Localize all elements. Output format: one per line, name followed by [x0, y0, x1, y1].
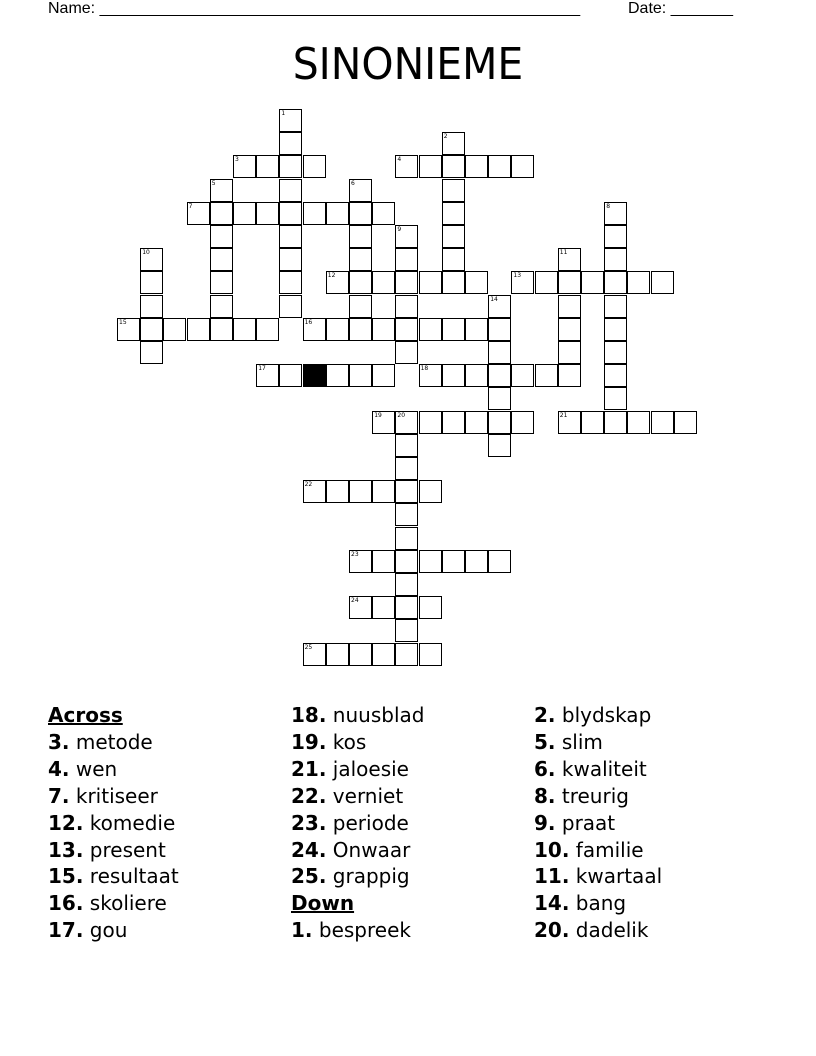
- grid-cell[interactable]: [140, 295, 163, 318]
- grid-cell[interactable]: [442, 225, 465, 248]
- clue-number-label: 21: [559, 411, 568, 419]
- clue-down-5: 5. slim: [534, 729, 603, 754]
- grid-cell[interactable]: [465, 364, 488, 387]
- name-label: Name:: [48, 0, 96, 17]
- clue-number-label: 7: [188, 202, 193, 210]
- grid-cell[interactable]: [279, 155, 302, 178]
- grid-cell[interactable]: [511, 411, 534, 434]
- date-label: Date:: [628, 0, 667, 17]
- clue-number-label: 6: [351, 179, 355, 187]
- grid-cell[interactable]: [442, 364, 465, 387]
- clue-across-18: 18. nuusblad: [291, 703, 425, 727]
- grid-cell[interactable]: [488, 341, 511, 364]
- grid-cell[interactable]: [279, 202, 302, 225]
- grid-cell[interactable]: [488, 364, 511, 387]
- grid-cell[interactable]: [419, 643, 442, 666]
- grid-cell[interactable]: [511, 364, 534, 387]
- clue-number-label: 15: [119, 318, 127, 326]
- grid-cell[interactable]: [674, 411, 697, 434]
- grid-cell[interactable]: [395, 527, 418, 550]
- grid-cell[interactable]: [419, 596, 442, 619]
- grid-cell[interactable]: [187, 318, 210, 341]
- clue-across-23: 23. periode: [291, 810, 409, 835]
- grid-cell[interactable]: [140, 318, 163, 341]
- grid-cell[interactable]: [279, 271, 302, 294]
- clue-across-7: 7. kritiseer: [48, 783, 158, 808]
- grid-cell[interactable]: [395, 573, 418, 596]
- grid-cell[interactable]: [558, 295, 581, 318]
- grid-cell[interactable]: [326, 480, 349, 503]
- clue-column-3: [534, 702, 774, 944]
- grid-cell[interactable]: [442, 248, 465, 271]
- grid-cell[interactable]: [651, 271, 674, 294]
- grid-cell[interactable]: [372, 480, 395, 503]
- grid-cell[interactable]: [465, 155, 488, 178]
- grid-cell[interactable]: [210, 248, 233, 271]
- grid-cell[interactable]: [210, 271, 233, 294]
- grid-cell[interactable]: [372, 364, 395, 387]
- grid-cell[interactable]: [627, 271, 650, 294]
- grid-cell[interactable]: [395, 503, 418, 526]
- grid-cell[interactable]: [604, 295, 627, 318]
- grid-cell[interactable]: [279, 248, 302, 271]
- clue-number-label: 25: [304, 643, 313, 651]
- grid-cell[interactable]: [604, 341, 627, 364]
- grid-cell[interactable]: [604, 225, 627, 248]
- clue-down-9: 9. praat: [534, 810, 616, 835]
- grid-cell[interactable]: [256, 202, 279, 225]
- grid-cell[interactable]: [488, 434, 511, 457]
- grid-cell[interactable]: [326, 643, 349, 666]
- clue-down-11: 11. kwartaal: [534, 864, 663, 889]
- grid-cell[interactable]: [279, 295, 302, 318]
- grid-cell[interactable]: [372, 271, 395, 294]
- clue-down-14: 14. bang: [534, 891, 627, 916]
- grid-cell[interactable]: [604, 411, 627, 434]
- grid-cell[interactable]: [395, 434, 418, 457]
- grid-cell[interactable]: [442, 550, 465, 573]
- black-cell: [303, 364, 326, 387]
- clue-number-label: 5: [211, 179, 216, 187]
- page-title: SINONIEME: [292, 39, 524, 90]
- grid-cell[interactable]: [279, 179, 302, 202]
- clue-across-25: 25. grappig: [291, 864, 410, 889]
- grid-cell[interactable]: [279, 225, 302, 248]
- clue-number-label: 19: [374, 411, 382, 419]
- grid-cell[interactable]: [349, 202, 372, 225]
- clue-down-20: 20. dadelik: [534, 918, 649, 943]
- clue-number-label: 22: [304, 481, 313, 489]
- grid-cell[interactable]: [581, 271, 604, 294]
- grid-cell[interactable]: [349, 295, 372, 318]
- clue-number-label: 18: [420, 365, 429, 373]
- grid-cell[interactable]: [210, 225, 233, 248]
- down-heading: Down: [291, 891, 355, 916]
- name-line[interactable]: ______________________________________________________: [99, 0, 581, 17]
- clue-number-label: 17: [258, 365, 266, 373]
- grid-cell[interactable]: [419, 318, 442, 341]
- clue-number-label: 13: [513, 272, 522, 280]
- grid-cell[interactable]: [465, 271, 488, 294]
- clue-number-label: 24: [351, 597, 359, 605]
- clue-number-label: 23: [351, 550, 359, 558]
- grid-cell[interactable]: [651, 411, 674, 434]
- grid-cell[interactable]: [604, 318, 627, 341]
- grid-cell[interactable]: [372, 550, 395, 573]
- grid-cell[interactable]: [140, 271, 163, 294]
- grid-cell[interactable]: [279, 364, 302, 387]
- grid-cell[interactable]: [395, 619, 418, 642]
- clue-down-1: 1. bespreek: [291, 918, 411, 943]
- clue-down-6: 6. kwaliteit: [534, 756, 647, 781]
- clue-across-22: 22. verniet: [291, 783, 404, 808]
- grid-cell[interactable]: [210, 318, 233, 341]
- clue-across-12: 12. komedie: [48, 810, 176, 835]
- clue-number-label: 10: [142, 249, 150, 257]
- clue-column-2: [291, 702, 531, 944]
- grid-cell[interactable]: [395, 248, 418, 271]
- clue-number-label: 12: [327, 272, 336, 280]
- grid-cell[interactable]: [395, 318, 418, 341]
- grid-cell[interactable]: [326, 364, 349, 387]
- clue-number-label: 16: [304, 318, 313, 326]
- grid-cell[interactable]: [372, 643, 395, 666]
- grid-cell[interactable]: [488, 550, 511, 573]
- grid-cell[interactable]: [604, 387, 627, 410]
- grid-cell[interactable]: [442, 179, 465, 202]
- clue-across-21: 21. jaloesie: [291, 756, 409, 781]
- grid-cell[interactable]: [210, 295, 233, 318]
- clue-number-label: 3: [235, 156, 239, 164]
- grid-cell[interactable]: [558, 318, 581, 341]
- clue-number-label: 14: [490, 295, 498, 303]
- grid-cell[interactable]: [558, 341, 581, 364]
- grid-cell[interactable]: [442, 202, 465, 225]
- clue-down-10: 10. familie: [534, 837, 644, 862]
- grid-cell[interactable]: [326, 202, 349, 225]
- grid-cell[interactable]: [233, 318, 256, 341]
- grid-cell[interactable]: [442, 155, 465, 178]
- clue-column-1: [48, 702, 288, 944]
- grid-cell[interactable]: [465, 550, 488, 573]
- grid-cell[interactable]: [140, 341, 163, 364]
- grid-cell[interactable]: [395, 550, 418, 573]
- grid-cell[interactable]: [442, 411, 465, 434]
- grid-cell[interactable]: [349, 318, 372, 341]
- grid-cell[interactable]: [303, 202, 326, 225]
- clue-number-label: 1: [281, 110, 286, 117]
- grid-cell[interactable]: [395, 271, 418, 294]
- grid-cell[interactable]: [419, 411, 442, 434]
- grid-cell[interactable]: [488, 387, 511, 410]
- grid-cell[interactable]: [627, 411, 650, 434]
- clue-down-8: 8. treurig: [534, 783, 629, 808]
- clue-number-label: 2: [443, 133, 448, 141]
- grid-cell[interactable]: [419, 480, 442, 503]
- clue-across-19: 19. kos: [291, 729, 367, 754]
- clue-across-4: 4. wen: [48, 756, 118, 781]
- grid-cell[interactable]: [604, 248, 627, 271]
- grid-cell[interactable]: [442, 271, 465, 294]
- grid-cell[interactable]: [465, 318, 488, 341]
- grid-cell[interactable]: [442, 318, 465, 341]
- clue-across-15: 15. resultaat: [48, 864, 179, 889]
- date-line[interactable]: _______: [670, 0, 733, 17]
- clue-number-label: 11: [559, 249, 568, 257]
- grid-cell[interactable]: [419, 550, 442, 573]
- grid-cell[interactable]: [395, 295, 418, 318]
- grid-cell[interactable]: [465, 411, 488, 434]
- clue-number-label: 8: [606, 202, 611, 210]
- grid-cell[interactable]: [395, 480, 418, 503]
- grid-cell[interactable]: [372, 202, 395, 225]
- grid-cell[interactable]: [326, 318, 349, 341]
- grid-cell[interactable]: [535, 271, 558, 294]
- grid-cell[interactable]: [233, 202, 256, 225]
- grid-cell[interactable]: [349, 480, 372, 503]
- grid-cell[interactable]: [488, 155, 511, 178]
- clue-number-label: 4: [397, 156, 402, 164]
- clue-number-label: 20: [397, 411, 406, 419]
- clue-across-13: 13. present: [48, 837, 166, 862]
- grid-cell[interactable]: [372, 596, 395, 619]
- grid-cell[interactable]: [488, 318, 511, 341]
- grid-cell[interactable]: [210, 202, 233, 225]
- grid-cell[interactable]: [395, 341, 418, 364]
- grid-cell[interactable]: [349, 643, 372, 666]
- clue-down-2: 2. blydskap: [534, 703, 652, 727]
- grid-cell[interactable]: [163, 318, 186, 341]
- grid-cell[interactable]: [349, 364, 372, 387]
- clue-number-label: 9: [397, 226, 402, 233]
- grid-cell[interactable]: [349, 248, 372, 271]
- grid-cell[interactable]: [558, 271, 581, 294]
- grid-cell[interactable]: [581, 411, 604, 434]
- grid-cell[interactable]: [419, 271, 442, 294]
- clue-across-24: 24. Onwaar: [291, 837, 411, 862]
- grid-cell[interactable]: [604, 364, 627, 387]
- grid-cell[interactable]: [372, 318, 395, 341]
- clue-across-17: 17. gou: [48, 918, 128, 943]
- grid-cell[interactable]: [488, 411, 511, 434]
- grid-cell[interactable]: [279, 132, 302, 155]
- grid-cell[interactable]: [395, 643, 418, 666]
- grid-cell[interactable]: [604, 271, 627, 294]
- grid-cell[interactable]: [558, 364, 581, 387]
- grid-cell[interactable]: [419, 155, 442, 178]
- across-heading: Across: [48, 703, 123, 727]
- grid-cell[interactable]: [395, 596, 418, 619]
- clue-across-3: 3. metode: [48, 729, 153, 754]
- grid-cell[interactable]: [303, 155, 326, 178]
- grid-cell[interactable]: [395, 457, 418, 480]
- grid-cell[interactable]: [349, 271, 372, 294]
- clue-across-16: 16. skoliere: [48, 891, 167, 916]
- grid-cell[interactable]: [349, 225, 372, 248]
- grid-cell[interactable]: [511, 155, 534, 178]
- grid-cell[interactable]: [256, 155, 279, 178]
- grid-cell[interactable]: [535, 364, 558, 387]
- grid-cell[interactable]: [256, 318, 279, 341]
